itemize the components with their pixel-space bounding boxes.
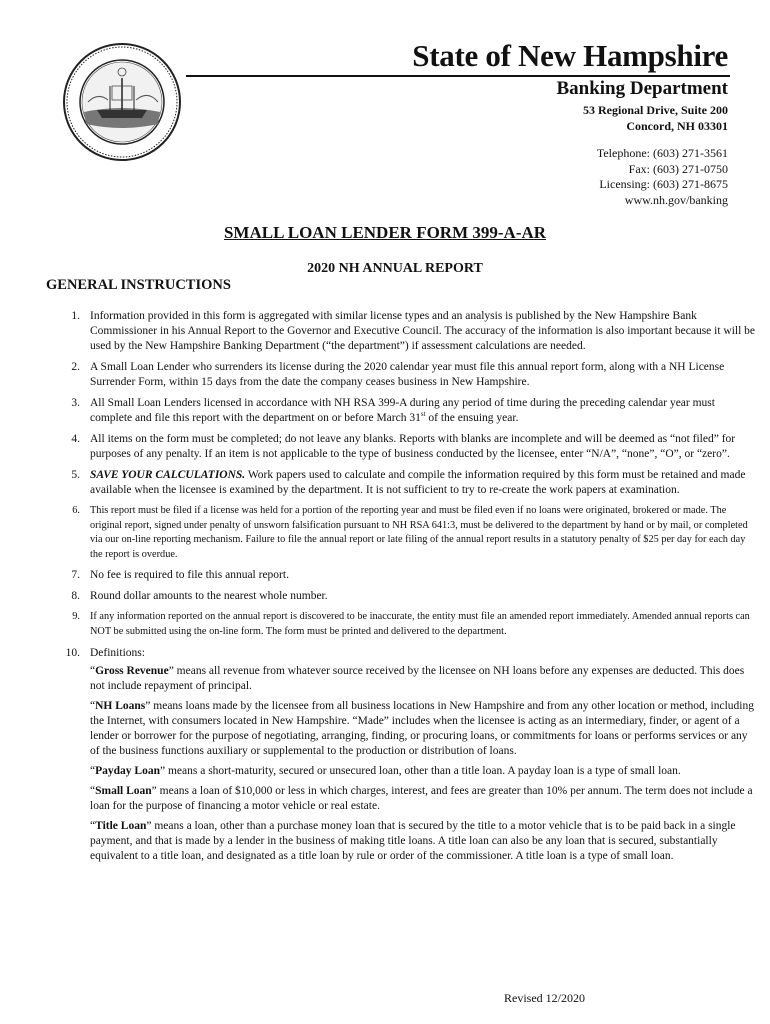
department-name: Banking Department bbox=[556, 78, 728, 99]
instruction-item: 8. Round dollar amounts to the nearest whole number. bbox=[71, 590, 328, 603]
instruction-item: 6. This report must be filed if a license was held for a portion of the reporting year and must be filed even if no loans were originated, brokered or made. The original report, signed under penalty of unsworn falsification pursuant to NH RSA 641:3, must be delivered to the department by hand or by mail, or completed via our on-line reporting mechanism. Failure to file the annual report or late filing of the annual report results in a statutory penalty of $25 per day for each day the report is overdue. bbox=[72, 505, 748, 560]
state-header bbox=[412, 38, 728, 74]
definition-item: “Gross Revenue” means all revenue from whatever source received by the licensee on NH loans before any expenses are deducted. This does not include repayment of principal. bbox=[90, 664, 745, 692]
definition-item: “NH Loans” means loans made by the licensee from all business locations in New Hampshire and from any other location or method, including the Internet, with consumers located in New Hampshire. “Made” includes when the licensee is acting as an intermediary, finder, or agent of a lender or borrower for the purpose of negotiating, arranging, finding, or procuring loans, or commitments for loans or performs services or any of the business functions auxiliary or supplemental to the production or distribution of loans. bbox=[90, 699, 754, 757]
definition-item: “Payday Loan” means a short-maturity, secured or unsecured loan, other than a title loan. A payday loan is a type of small loan. bbox=[90, 764, 681, 777]
contact-block bbox=[597, 146, 728, 208]
instruction-item: 9. If any information reported on the annual report is discovered to be inaccurate, the entity must file an amended report immediately. Amended annual reports can NOT be submitted using the on-line form. The form must be printed and delivered to the department. bbox=[72, 611, 750, 637]
general-instructions-heading: GENERAL INSTRUCTIONS bbox=[46, 277, 231, 293]
instruction-item: 2. A Small Loan Lender who surrenders its license during the 2020 calendar year must file this annual report form, along with a NH License Surrender Form, within 15 days from the date the company ceases business in New Hampshire. bbox=[71, 361, 725, 388]
report-title: 2020 NH ANNUAL REPORT bbox=[307, 261, 483, 276]
definition-item: “Small Loan” means a loan of $10,000 or less in which charges, interest, and fees are greater than 10% per annum. The term does not include a loan for the purpose of financing a motor vehicle or real estate. bbox=[90, 784, 753, 812]
fax: Fax: (603) 271-0750 bbox=[628, 161, 728, 176]
definition-item: “Title Loan” means a loan, other than a purchase money loan that is secured by the title to a motor vehicle that is to be paid back in a single payment, and that is made by a lender in the business of making title loans. A title loan can also be any loan that is secured, substantially equivalent to a title loan, and designated as a title loan by rule or order of the commissioner. A title loan is a type of small loan. bbox=[90, 819, 736, 862]
revised-date: Revised 12/2020 bbox=[504, 991, 585, 1005]
address-line: Concord, NH 03301 bbox=[626, 119, 728, 133]
definitions-list bbox=[90, 664, 756, 864]
header-rule bbox=[186, 75, 730, 77]
form-title: SMALL LOAN LENDER FORM 399-A-AR bbox=[223, 223, 547, 242]
address-block bbox=[583, 102, 728, 134]
instruction-item: 1. Information provided in this form is aggregated with similar license types and an analysis is published by the New Hampshire Bank Commissioner in his Annual Report to the Governor and Executive Council. The accuracy of the information is also important because it will be used by the New Hampshire Banking Department (“the department”) if assessment calculations are needed. bbox=[71, 310, 756, 352]
instruction-item: 10. Definitions: bbox=[65, 646, 145, 659]
instruction-item: 7. No fee is required to file this annual report. bbox=[71, 569, 289, 582]
instruction-item: 5. SAVE YOUR CALCULATIONS. Work papers used to calculate and compile the information required by this form must be retained and made available when the licensee is examined by the department. It is not sufficient to try to re-create the work papers at examination. bbox=[71, 469, 746, 496]
state-seal-logo bbox=[62, 42, 182, 162]
instruction-item: 3. All Small Loan Lenders licensed in accordance with NH RSA 399-A during any period of time during the preceding calendar year must complete and file this report with the department on or before March 31st of the ensuing year. bbox=[71, 397, 715, 424]
save-calculations-emphasis: SAVE YOUR CALCULATIONS. bbox=[90, 469, 246, 481]
website: www.nh.gov/banking bbox=[624, 192, 728, 207]
instructions-list bbox=[46, 309, 756, 869]
instruction-item: 4. All items on the form must be completed; do not leave any blanks. Reports with blanks are incomplete and will be deemed as “not filed” for purposes of any penalty. If an item is not applicable to the type of business conducted by the licensee, enter “N/A”, “none”, “O”, or “zero”. bbox=[71, 433, 736, 460]
state-title: State of New Hampshire bbox=[412, 38, 728, 73]
licensing-phone: Licensing: (603) 271-8675 bbox=[599, 177, 728, 191]
address-line: 53 Regional Drive, Suite 200 bbox=[583, 103, 728, 117]
telephone: Telephone: (603) 271-3561 bbox=[596, 146, 728, 160]
